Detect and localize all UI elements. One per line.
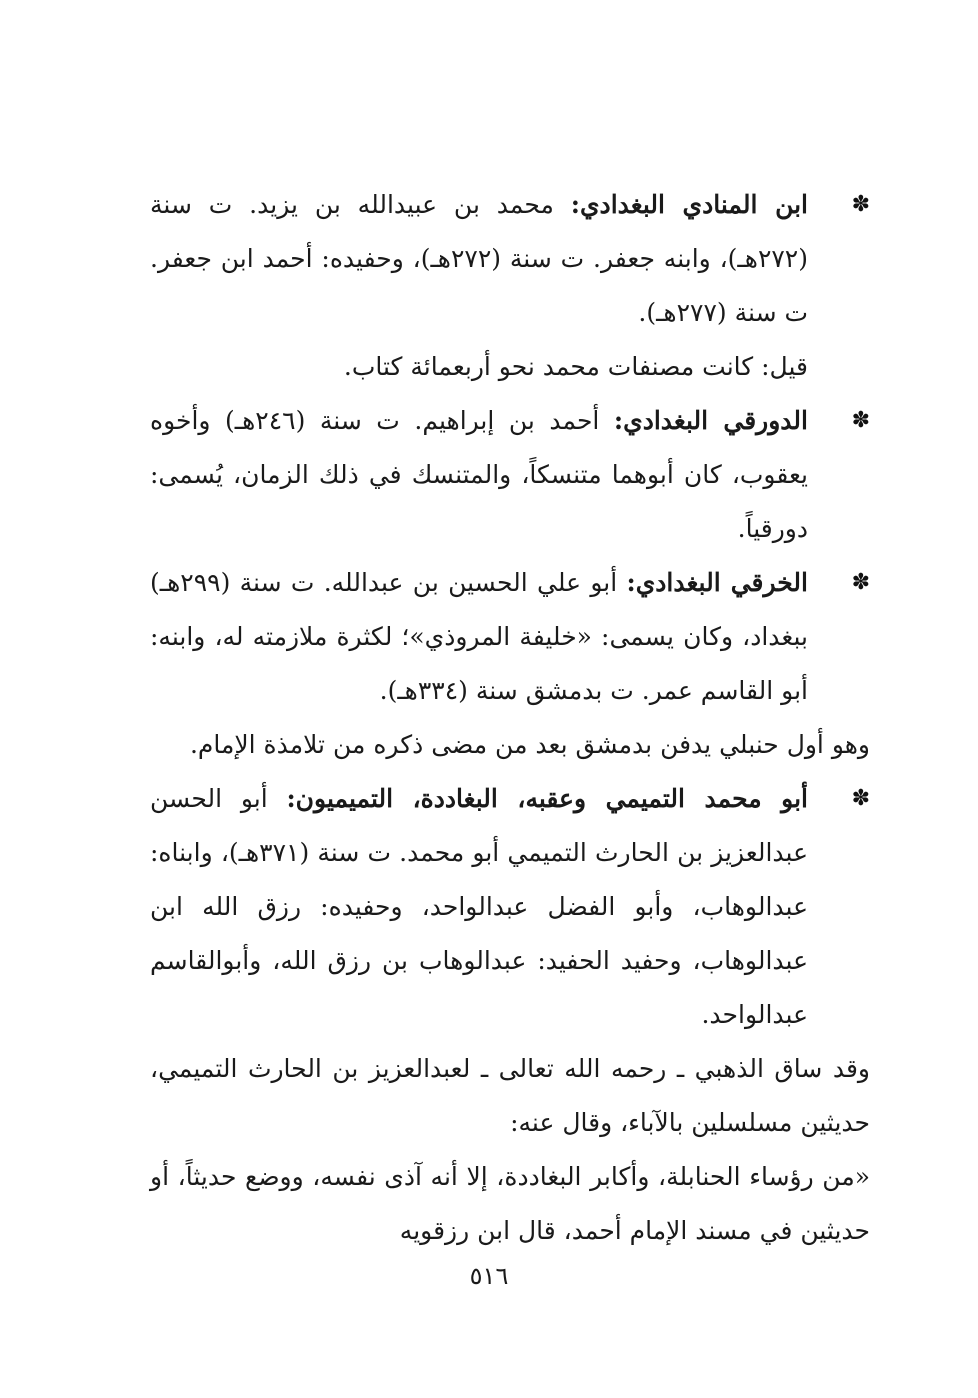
entry-heading: أبو محمد التميمي وعقبه، البغاددة، التميميون: — [286, 784, 809, 813]
entry-al-dawraqi — [150, 394, 870, 556]
asterisk-bullet-icon: ✽ — [851, 192, 870, 217]
entry-text — [150, 772, 808, 1042]
asterisk-bullet-icon: ✽ — [851, 786, 870, 811]
page-number: ٥١٦ — [469, 1262, 509, 1290]
entry-body: محمد بن عبيدالله بن يزيد. ت سنة (٢٧٢هـ)، وابنه جعفر. ت سنة (٢٧٢هـ)، وحفيده: أحمد ابن جعفر. ت سنة (٢٧٧هـ). — [150, 190, 808, 327]
entry-heading: الدورقي البغدادي: — [613, 406, 808, 435]
entry-note: وهو أول حنبلي يدفن بدمشق بعد من مضى ذكره من تلامذة الإمام. — [189, 730, 870, 759]
entry-body: أحمد بن إبراهيم. ت سنة (٢٤٦هـ) وأخوه يعقوب، كان أبوهما متنسكاً، والمتنسك في ذلك الزمان، يُسمى: دورقياً. — [150, 406, 808, 543]
entry-body: أبو الحسن عبدالعزيز بن الحارث التميمي أبو محمد. ت سنة (٣٧١هـ)، وابناه: عبدالوهاب، وأبو الفضل عبدالواحد، وحفيده: رزق الله ابن عبدالوهاب، وحفيد الحفيد: عبدالوهاب بن رزق الله، وأبوالقاسم عبدالواحد. — [150, 784, 808, 1029]
body-paragraph: وقد ساق الذهبي ـ رحمه الله تعالى ـ لعبدالعزيز بن الحارث التميمي، حديثين مسلسلين بالآباء، وقال عنه: — [150, 1054, 870, 1137]
entry-al-khiraqi — [150, 556, 870, 718]
entry-ibn-al-munadi — [150, 178, 870, 340]
entry-note: قيل: كانت مصنفات محمد نحو أربعمائة كتاب. — [343, 352, 808, 381]
entry-heading: ابن المنادي البغدادي: — [570, 190, 808, 219]
entry-text — [150, 556, 808, 718]
entry-al-tamimi — [150, 772, 870, 1042]
main-text — [150, 178, 870, 1258]
body-paragraph: «من رؤساء الحنابلة، وأكابر البغاددة، إلا أنه آذى نفسه، ووضع حديثاً، أو حديثين في مسند الإمام أحمد، قال ابن رزقويه — [150, 1162, 870, 1245]
entry-text — [150, 178, 808, 340]
entry-body: أبو علي الحسين بن عبدالله. ت سنة (٢٩٩هـ) ببغداد، وكان يسمى: «خليفة المروذي»؛ لكثرة ملازمته له، وابنه: أبو القاسم عمر. ت بدمشق سنة (٣٣٤هـ). — [150, 568, 808, 705]
asterisk-bullet-icon: ✽ — [851, 570, 870, 595]
asterisk-bullet-icon: ✽ — [851, 408, 870, 433]
entry-text — [150, 394, 808, 556]
entry-heading: الخرقي البغدادي: — [626, 568, 808, 597]
